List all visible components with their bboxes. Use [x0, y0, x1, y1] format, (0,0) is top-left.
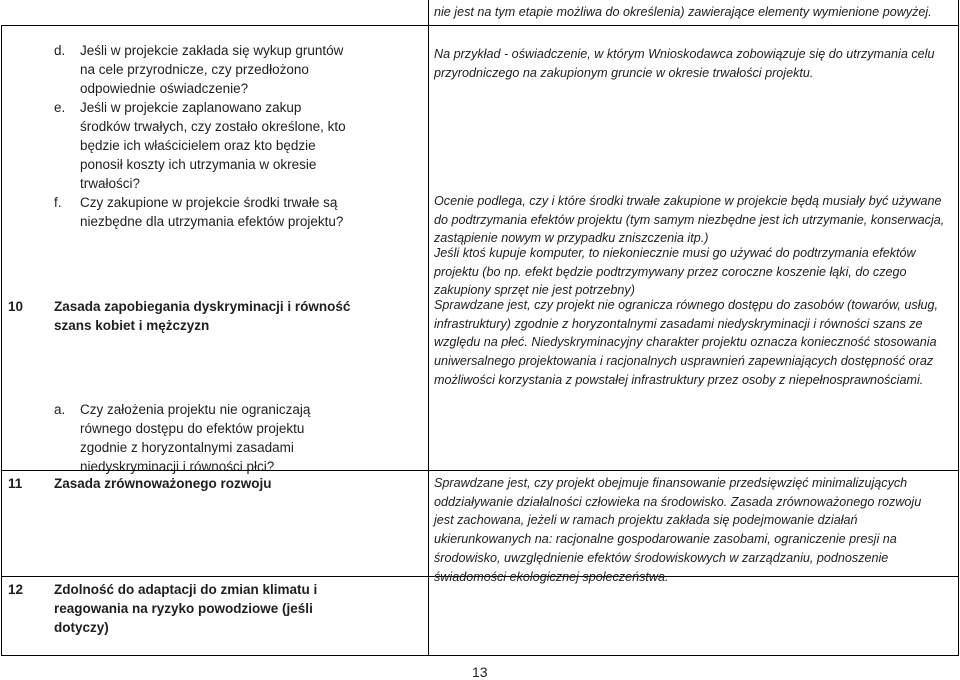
page-number: 13	[472, 664, 488, 680]
col-border-mid	[428, 0, 429, 656]
section-10-title: Zasada zapobiegania dyskryminacji i równość szans kobiet i mężczyzn	[54, 299, 351, 333]
section-12-number: 12	[8, 582, 24, 597]
item-e	[54, 98, 354, 193]
item-d-marker: d.	[54, 43, 66, 58]
item-10a-marker: a.	[54, 402, 66, 417]
section-11-title: Zasada zrównoważonego rozwoju	[54, 476, 272, 491]
section-10-number: 10	[8, 299, 24, 314]
section-10-guidance: Sprawdzane jest, czy projekt nie ogranicza równego dostępu do zasobów (towarów, usług, infrastruktury) zgodnie z horyzontalnymi zasadami niedyskryminacji i równości szans ze względu na płeć. Niedyskryminacyjny charakter projektu oznacza konieczność stosowania uniwersalnego projektowania i racjonalnych usprawnień zapewniających dostępność oraz możliwości korzystania z powstałej infrastruktury przez osoby z niepełnosprawnościami.	[434, 298, 939, 387]
item-f-guidance-example: Jeśli ktoś kupuje komputer, to niekoniecznie musi go używać do podtrzymania efektów projektu (bo np. efekt będzie podtrzymywany przez coroczne koszenie łąki, do czego zakupiony sprzęt nie jest potrzebny)	[434, 246, 916, 298]
item-f-guidance: Ocenie podlega, czy i które środki trwałe zakupione w projekcie będą musiały być używane do podtrzymania efektów projektu (tym samym niezbędne jest ich utrzymanie, konserwacja, zastąpienie nowym w przypadku zniszczenia itp.)	[434, 194, 945, 246]
row-border-top	[1, 25, 959, 26]
section-11-guidance: Sprawdzane jest, czy projekt obejmuje finansowanie przedsięwzięć minimalizujących oddziaływanie działalności człowieka na środowisko. Zasada zrównoważonego rozwoju jest zachowana, jeżeli w ramach projektu zakłada się podejmowanie działań ukierunkowanych na: racjonalne gospodarowanie zasobami, ograniczenie presji na środowisko, uwzględnienie efektów środowiskowych w zarządzaniu, podnoszenie świadomości ekologicznej społeczeństwa.	[434, 476, 922, 584]
item-f-question: Czy zakupione w projekcie środki trwałe są niezbędne dla utrzymania efektów projektu?	[80, 195, 344, 229]
item-d	[54, 41, 354, 98]
item-f	[54, 193, 354, 231]
section-11-number: 11	[8, 476, 23, 491]
item-d-question: Jeśli w projekcie zakłada się wykup gruntów na cele przyrodnicze, czy przedłożono odpowiednie oświadczenie?	[80, 43, 344, 96]
item-e-marker: e.	[54, 100, 66, 115]
item-f-marker: f.	[54, 195, 62, 210]
row-border-bottom	[1, 655, 959, 656]
item-10a-question: Czy założenia projektu nie ograniczają równego dostępu do efektów projektu zgodnie z horyzontalnymi zasadami niedyskryminacji i równości płci?	[80, 402, 311, 474]
item-10a	[54, 400, 354, 476]
item-e-question: Jeśli w projekcie zaplanowano zakup środków trwałych, czy zostało określone, kto będzie ich właścicielem oraz kto będzie ponosił koszty ich utrzymania w okresie trwałości?	[80, 100, 346, 191]
section-12-title: Zdolność do adaptacji do zmian klimatu i reagowania na ryzyko powodziowe (jeśli dotyczy)	[54, 582, 318, 635]
col-border-right	[958, 0, 959, 656]
col-border-left	[1, 25, 2, 656]
item-d-guidance: Na przykład - oświadczenie, w którym Wnioskodawca zobowiązuje się do utrzymania celu przyrodniczego na zakupionym gruncie w okresie trwałości projektu.	[434, 47, 935, 80]
top-note: nie jest na tym etapie możliwa do określenia) zawierające elementy wymienione powyżej.	[434, 5, 932, 19]
